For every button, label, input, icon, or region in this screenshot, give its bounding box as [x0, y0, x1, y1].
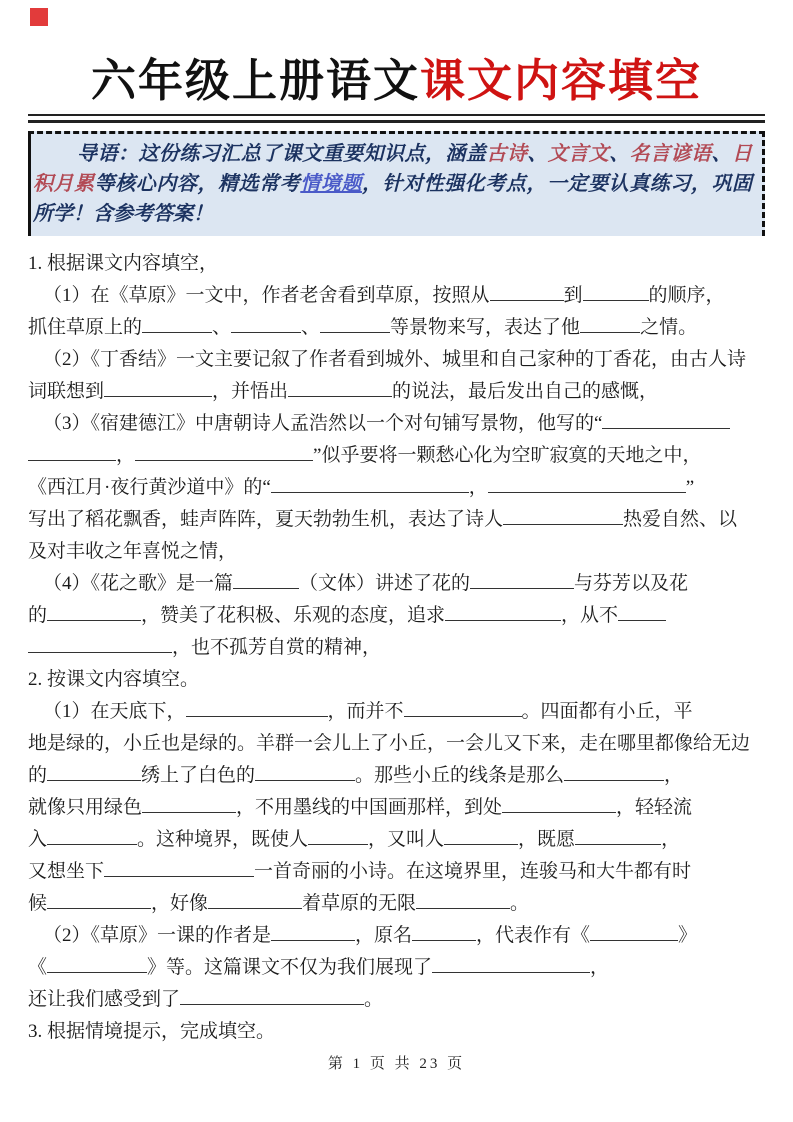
intro-link-text[interactable]: 情境题 [300, 173, 362, 195]
fill-blank [575, 841, 661, 845]
text-segment: ，并悟出 [212, 381, 289, 402]
text-segment: 与芬芳以及花 [574, 573, 689, 594]
text-segment: 。那些小丘的线条是那么 [355, 765, 565, 786]
body-line [28, 408, 765, 440]
text-segment: 1. 根据课文内容填空， [28, 253, 219, 274]
body-line [28, 888, 765, 920]
fill-blank [404, 713, 522, 717]
text-segment: ，不用墨线的中国画那样，到处 [236, 797, 503, 818]
text-segment: 抓住草原上的 [28, 317, 143, 338]
text-segment: ， [661, 829, 681, 850]
fill-blank [208, 905, 302, 909]
intro-highlight-text: 日积月累 [33, 143, 752, 195]
fill-blank [580, 329, 640, 333]
text-segment: （1）在天底下， [43, 701, 186, 722]
text-segment: 一首奇丽的小诗。在这境界里，连骏马和大牛都有时 [254, 861, 692, 882]
fill-blank [412, 937, 476, 941]
text-segment: ，既愿 [518, 829, 576, 850]
fill-blank [490, 297, 564, 301]
text-segment: 》等。这篇课文不仅为我们展现了 [147, 957, 433, 978]
text-segment: 地是绿的，小丘也是绿的。羊群一会儿上了小丘，一会儿又下来，走在哪里都像给无边 [28, 733, 751, 754]
fill-blank [602, 425, 730, 429]
text-segment: ，原名 [355, 925, 413, 946]
text-segment: （1）在《草原》一文中，作者老舍看到草原，按照从 [43, 285, 490, 306]
intro-text: 导语：这份练习汇总了课文重要知识点，涵盖 [77, 143, 487, 165]
text-segment: ，好像 [151, 893, 209, 914]
page-number: 第 1 页 共 23 页 [327, 1056, 466, 1072]
text-segment: 热爱自然、以 [623, 509, 738, 530]
body-line [28, 312, 765, 344]
text-segment: 3. 根据情境提示，完成填空。 [28, 1021, 276, 1042]
fill-blank [186, 713, 328, 717]
text-segment: ，轻轻流 [616, 797, 693, 818]
fill-blank [180, 1001, 364, 1005]
fill-blank [233, 585, 299, 589]
text-segment: 的说法，最后发出自己的感慨， [392, 381, 659, 402]
fill-blank [28, 457, 116, 461]
fill-blank [432, 969, 590, 973]
body-line [28, 248, 765, 280]
fill-blank [503, 521, 623, 525]
text-segment: 。 [364, 989, 384, 1010]
intro-highlight-text: 名言谚语 [629, 143, 712, 165]
page-title [0, 0, 793, 112]
text-segment: 。 [510, 893, 530, 914]
text-segment: 等景物来写，表达了他 [390, 317, 581, 338]
text-segment: ， [664, 765, 684, 786]
text-segment: ，代表作有《 [476, 925, 591, 946]
corner-red-square [30, 8, 48, 26]
fill-blank [271, 489, 469, 493]
body-line [28, 632, 765, 664]
text-segment: 。这种境界，既使人 [137, 829, 309, 850]
text-segment: 入 [28, 829, 48, 850]
body-line [28, 504, 765, 536]
title-black-text: 六年级上册语文 [90, 56, 420, 106]
text-segment: 之情。 [640, 317, 698, 338]
title-red-text: 课文内容填空 [420, 56, 703, 106]
intro-box [28, 131, 765, 236]
fill-blank [590, 937, 678, 941]
body-line [28, 856, 765, 888]
text-segment: ” [685, 477, 695, 498]
intro-text: ，针对性强化考点，一定要认真练习，巩固所学！含参考答案！ [33, 173, 753, 225]
fill-blank [231, 329, 301, 333]
body-line [28, 920, 765, 952]
text-segment: 。四面都有小丘，平 [521, 701, 693, 722]
text-segment: 就像只用绿色 [28, 797, 143, 818]
fill-blank [104, 393, 212, 397]
text-segment: （3）《宿建德江》中唐朝诗人孟浩然以一个对句铺写景物，他写的“ [43, 413, 603, 434]
body-line [28, 760, 765, 792]
text-segment: 、 [212, 317, 232, 338]
text-segment: 的 [28, 765, 48, 786]
fill-blank [444, 841, 518, 845]
fill-blank [488, 489, 686, 493]
text-segment: ”似乎要将一颗愁心化为空旷寂寞的天地之中， [313, 445, 702, 466]
text-segment: （文体）讲述了花的 [299, 573, 471, 594]
fill-blank [135, 457, 313, 461]
text-segment: 《西江月·夜行黄沙道中》的“ [28, 477, 271, 498]
body-line [28, 792, 765, 824]
body-line [28, 952, 765, 984]
text-segment: ， [468, 477, 488, 498]
title-double-rule [28, 114, 765, 123]
body-line [28, 536, 765, 568]
text-segment: ， [590, 957, 610, 978]
fill-blank [502, 809, 616, 813]
fill-blank [271, 937, 355, 941]
body-line [28, 728, 765, 760]
text-segment: 还让我们感受到了 [28, 989, 181, 1010]
text-segment: 、 [301, 317, 321, 338]
fill-blank [470, 585, 574, 589]
body-line [28, 440, 765, 472]
body-line [28, 824, 765, 856]
fill-blank [564, 777, 664, 781]
text-segment: 又想坐下 [28, 861, 105, 882]
fill-blank [288, 393, 392, 397]
body-line [28, 472, 765, 504]
fill-blank [583, 297, 649, 301]
fill-blank [142, 809, 236, 813]
fill-blank [47, 905, 151, 909]
text-segment: 绣上了白色的 [141, 765, 256, 786]
text-segment: 候 [28, 893, 48, 914]
text-segment: 着草原的无限 [302, 893, 417, 914]
text-segment: ， [116, 445, 136, 466]
fill-blank [320, 329, 390, 333]
text-segment: ，而并不 [327, 701, 404, 722]
intro-text: 、 [609, 143, 630, 165]
body-line [28, 1016, 765, 1048]
intro-text: 等核心内容，精选常考 [94, 173, 301, 195]
fill-blank [47, 969, 147, 973]
fill-blank [47, 777, 141, 781]
body-line [28, 664, 765, 696]
text-segment: 2. 按课文内容填空。 [28, 669, 200, 690]
body-line [28, 280, 765, 312]
intro-highlight-text: 文言文 [547, 143, 610, 165]
fill-blank [445, 617, 561, 621]
intro-text: 、 [711, 143, 732, 165]
body-lines [28, 248, 765, 1048]
text-segment: 的顺序， [648, 285, 725, 306]
fill-blank [308, 841, 368, 845]
fill-blank [142, 329, 212, 333]
body-line [28, 344, 765, 376]
text-segment: 的 [28, 605, 48, 626]
fill-blank [255, 777, 355, 781]
fill-blank [104, 873, 254, 877]
body-line [28, 568, 765, 600]
body-line [28, 600, 765, 632]
text-segment: ，又叫人 [368, 829, 445, 850]
fill-blank [618, 617, 666, 621]
body-line [28, 696, 765, 728]
text-segment: ，也不孤芳自赏的精神， [172, 637, 382, 658]
text-segment: （2）《草原》一课的作者是 [43, 925, 272, 946]
text-segment: 《 [28, 957, 48, 978]
body-line [28, 376, 765, 408]
fill-blank [28, 649, 172, 653]
text-segment: 及对丰收之年喜悦之情， [28, 541, 238, 562]
fill-blank [416, 905, 510, 909]
body-line [28, 984, 765, 1016]
text-segment: ，赞美了花积极、乐观的态度，追求 [141, 605, 446, 626]
text-segment: （4）《花之歌》是一篇 [43, 573, 234, 594]
fill-blank [47, 841, 137, 845]
intro-highlight-text: 古诗 [486, 143, 528, 165]
text-segment: （2）《丁香结》一文主要记叙了作者看到城外、城里和自己家种的丁香花，由古人诗 [43, 349, 747, 370]
intro-text: 、 [527, 143, 548, 165]
text-segment: 到 [563, 285, 583, 306]
text-segment: ，从不 [561, 605, 619, 626]
text-segment: 词联想到 [28, 381, 105, 402]
text-segment: 》 [678, 925, 698, 946]
fill-blank [47, 617, 141, 621]
text-segment: 写出了稻花飘香，蛙声阵阵，夏天勃勃生机，表达了诗人 [28, 509, 504, 530]
